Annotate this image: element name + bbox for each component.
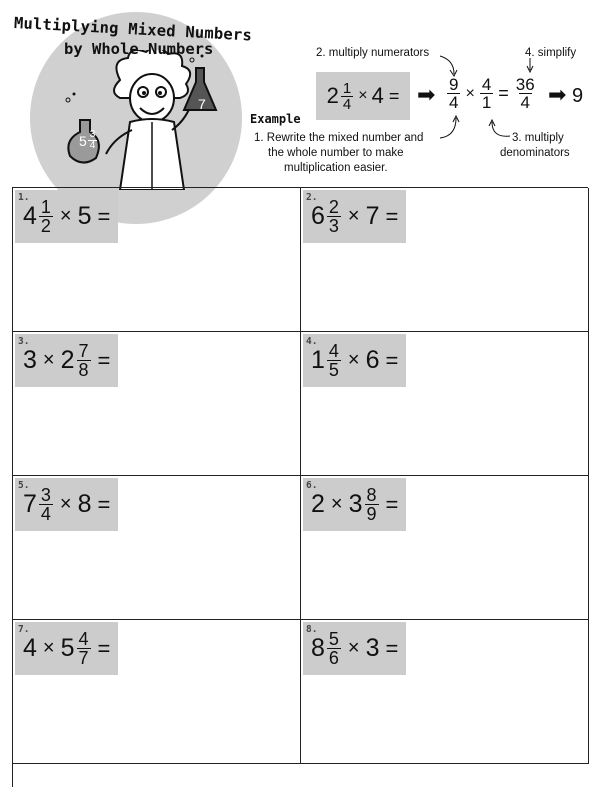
equals-sign: = — [385, 203, 399, 229]
whole-number: 7 — [365, 202, 380, 230]
times-sign: × — [330, 493, 343, 515]
example-equals: = — [388, 85, 400, 106]
problem-box-2 — [303, 190, 406, 243]
problem-box-3 — [15, 334, 118, 387]
problem-number: 5. — [18, 480, 30, 491]
problems-grid — [12, 187, 588, 787]
times-sign: × — [347, 349, 360, 371]
numerator: 3 — [40, 485, 51, 505]
mixed-whole: 8 — [311, 634, 325, 662]
mixed-whole: 2 — [60, 346, 75, 374]
problem-cell-5[interactable] — [13, 476, 301, 620]
whole-number: 3 — [23, 346, 37, 374]
whole-number: 3 — [365, 634, 380, 662]
example-times: × — [358, 87, 368, 104]
annotation-arrows — [0, 0, 600, 190]
denominator: 2 — [40, 216, 51, 236]
problem-box-1 — [15, 190, 118, 243]
times-sign: × — [347, 205, 360, 227]
times-sign: × — [59, 493, 72, 515]
problem-box-4 — [303, 334, 406, 387]
problem-expression — [311, 198, 398, 235]
fraction — [39, 486, 53, 523]
step-denominator-3: 4 — [520, 93, 530, 112]
step-denominator-2: 1 — [481, 93, 492, 112]
fraction — [365, 486, 379, 523]
fraction — [77, 342, 91, 379]
numerator: 8 — [366, 485, 377, 505]
step-denominator-1: 4 — [449, 93, 459, 112]
problem-expression — [311, 630, 398, 667]
times-sign: × — [42, 349, 55, 371]
example-answer: 9 — [572, 85, 584, 107]
times-sign: × — [42, 637, 55, 659]
problem-cell-4[interactable] — [301, 332, 589, 476]
step-equals: = — [498, 83, 509, 103]
problem-expression — [311, 342, 398, 379]
problem-box-6 — [303, 478, 406, 531]
right-flask-number: 7 — [198, 96, 206, 112]
fraction — [327, 198, 341, 235]
note-rewrite-line-3: multiplication easier. — [284, 162, 388, 174]
mixed-whole: 1 — [311, 346, 325, 374]
problem-number: 4. — [306, 336, 318, 347]
whole-number: 2 — [311, 490, 325, 518]
mixed-whole: 4 — [23, 202, 37, 230]
example-label: Example — [250, 112, 301, 126]
numerator: 4 — [328, 341, 339, 361]
note-multiply-numerators: 2. multiply numerators — [316, 47, 430, 59]
whole-number: 6 — [365, 346, 380, 374]
numerator: 4 — [78, 629, 89, 649]
fraction — [327, 342, 341, 379]
whole-number: 4 — [23, 634, 37, 662]
problem-number: 6. — [306, 480, 318, 491]
problem-number: 7. — [18, 624, 30, 635]
numerator: 5 — [328, 629, 339, 649]
note-multiply-denominators-2: denominators — [500, 147, 570, 159]
problem-expression — [23, 198, 110, 235]
problem-cell-3[interactable] — [13, 332, 301, 476]
example-number: 4 — [371, 83, 384, 108]
step-numerator-3: 36 — [515, 75, 535, 94]
equals-sign: = — [97, 635, 111, 661]
title-line-2: by Whole Numbers — [64, 40, 214, 58]
denominator: 5 — [328, 360, 339, 380]
problem-box-8 — [303, 622, 406, 675]
equals-sign: = — [385, 491, 399, 517]
equals-sign: = — [97, 347, 111, 373]
title-line-1: Multiplying Mixed Numbers — [13, 14, 253, 45]
denominator: 8 — [78, 360, 89, 380]
equals-sign: = — [97, 203, 111, 229]
step-numerator-2: 4 — [481, 75, 492, 94]
numerator: 7 — [78, 341, 89, 361]
times-sign: × — [59, 205, 72, 227]
problem-cell-6[interactable] — [301, 476, 589, 620]
problem-expression — [23, 630, 110, 667]
equals-sign: = — [385, 347, 399, 373]
mixed-whole: 5 — [60, 634, 75, 662]
mixed-whole: 6 — [311, 202, 325, 230]
numerator: 2 — [328, 197, 339, 217]
problem-cell-1[interactable] — [13, 188, 301, 332]
mixed-whole: 3 — [348, 490, 363, 518]
equals-sign: = — [97, 491, 111, 517]
arrow-right-icon: ➡ — [417, 82, 436, 107]
fraction — [77, 630, 91, 667]
problem-cell-8[interactable] — [301, 620, 589, 764]
fraction — [39, 198, 53, 235]
flask-denominator: 4 — [89, 140, 96, 151]
example-numerator: 1 — [342, 79, 352, 97]
flask-numerator: 3 — [89, 129, 96, 140]
denominator: 4 — [40, 504, 51, 524]
problem-number: 8. — [306, 624, 318, 635]
denominator: 9 — [366, 504, 377, 524]
note-rewrite-line-1: 1. Rewrite the mixed number and — [254, 132, 424, 144]
problem-expression — [311, 486, 398, 523]
example-denominator: 4 — [342, 95, 352, 113]
note-simplify: 4. simplify — [525, 47, 577, 59]
note-rewrite-line-2: the whole number to make — [268, 147, 404, 159]
step-numerator-1: 9 — [449, 75, 459, 94]
problem-number: 2. — [306, 192, 318, 203]
equals-sign: = — [385, 635, 399, 661]
flask-whole: 5 — [79, 132, 87, 149]
problem-number: 1. — [18, 192, 30, 203]
denominator: 3 — [328, 216, 339, 236]
step-times: × — [465, 84, 475, 102]
numerator: 1 — [40, 197, 51, 217]
whole-number: 8 — [77, 490, 92, 518]
note-multiply-denominators-1: 3. multiply — [512, 132, 564, 144]
problem-number: 3. — [18, 336, 30, 347]
denominator: 6 — [328, 648, 339, 668]
problem-expression — [23, 342, 110, 379]
problem-cell-7[interactable] — [13, 620, 301, 764]
problem-box-7 — [15, 622, 118, 675]
arrow-right-icon-2: ➡ — [548, 82, 567, 107]
fraction — [327, 630, 341, 667]
denominator: 7 — [78, 648, 89, 668]
problem-cell-2[interactable] — [301, 188, 589, 332]
times-sign: × — [347, 637, 360, 659]
example-whole: 2 — [326, 83, 339, 108]
mixed-whole: 7 — [23, 490, 37, 518]
problem-expression — [23, 486, 110, 523]
whole-number: 5 — [77, 202, 92, 230]
problem-box-5 — [15, 478, 118, 531]
